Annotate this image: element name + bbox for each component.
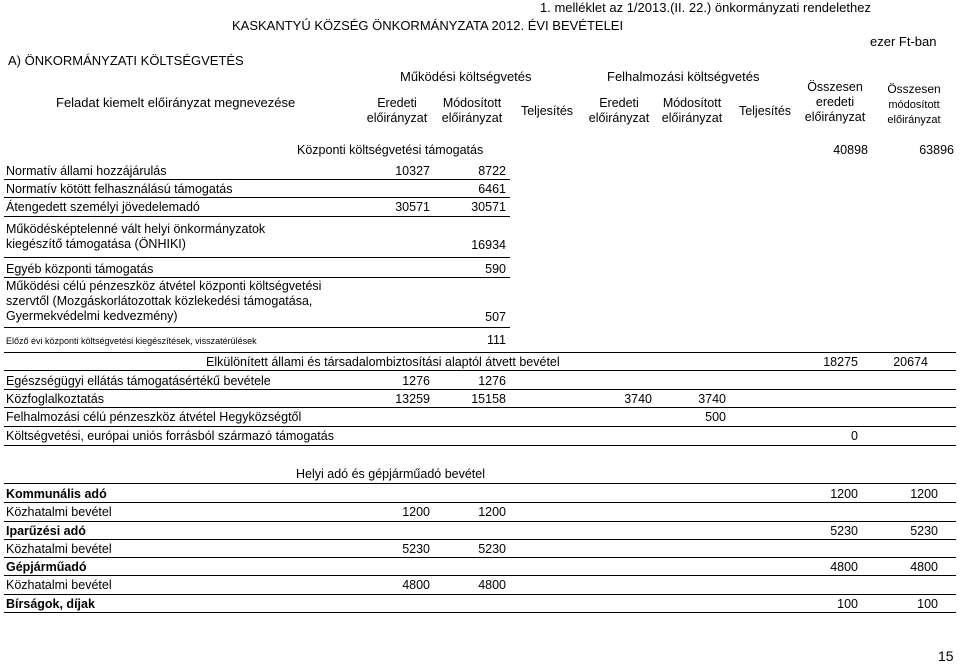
row-name: Normatív kötött felhasználású támogatás	[6, 182, 233, 196]
total-modified-header: Összesen módosított előirányzat	[887, 82, 941, 126]
row-name: Közhatalmi bevétel	[6, 542, 112, 556]
row-op-modified: 1200	[478, 505, 506, 519]
section-separated-total-modified: 20674	[893, 355, 928, 369]
row-op-modified: 30571	[471, 200, 506, 214]
total-original-header: Összesen eredeti előirányzat	[804, 80, 866, 124]
row-total-original: 5230	[830, 524, 858, 538]
op-performance-header: Teljesítés	[520, 104, 574, 118]
row-cap-modified: 500	[705, 410, 726, 424]
row-op-original: 1276	[402, 374, 430, 388]
cap-performance-header: Teljesítés	[738, 104, 792, 118]
row-total-original: 1200	[830, 487, 858, 501]
unit-label: ezer Ft-ban	[870, 34, 937, 49]
annex-reference: 1. melléklet az 1/2013.(II. 22.) önkormányzati rendelethez	[540, 0, 871, 15]
section-central-label: Központi költségvetési támogatás	[297, 143, 484, 157]
row-op-modified: 111	[486, 333, 506, 347]
row-op-original: 5230	[402, 542, 430, 556]
row-total-modified: 4800	[910, 560, 938, 574]
row-op-original: 10327	[395, 164, 430, 178]
row-total-original: 100	[837, 597, 858, 611]
op-original-header: Eredeti előirányzat	[366, 96, 428, 125]
section-heading: A) ÖNKORMÁNYZATI KÖLTSÉGVETÉS	[8, 53, 244, 68]
row-op-original: 13259	[395, 392, 430, 406]
page-number: 15	[938, 648, 954, 664]
section-central-total-modified: 63896	[919, 143, 954, 157]
row-total-original: 0	[851, 429, 858, 443]
row-total-original: 4800	[830, 560, 858, 574]
row-op-modified: 590	[485, 262, 506, 276]
cap-modified-header: Módosított előirányzat	[661, 96, 723, 125]
row-cap-modified: 3740	[698, 392, 726, 406]
operating-group-header: Működési költségvetés	[400, 69, 532, 84]
row-name: Költségvetési, európai uniós forrásból származó támogatás	[6, 429, 334, 443]
row-name: Közhatalmi bevétel	[6, 578, 112, 592]
row-op-modified: 15158	[471, 392, 506, 406]
row-op-original: 30571	[395, 200, 430, 214]
section-central-total-original: 40898	[833, 143, 868, 157]
row-op-modified: 8722	[478, 164, 506, 178]
row-name: Iparűzési adó	[6, 524, 86, 538]
row-name: Felhalmozási célú pénzeszköz átvétel Hegyközségtől	[6, 410, 302, 424]
document-title: KASKANTYÚ KÖZSÉG ÖNKORMÁNYZATA 2012. ÉVI BEVÉTELEI	[232, 18, 624, 33]
row-total-modified: 5230	[910, 524, 938, 538]
row-op-modified: 507	[485, 310, 506, 324]
section-separated-label: Elkülönített állami és társadalombiztosítási alaptól átvett bevétel	[206, 355, 560, 369]
row-name: Átengedett személyi jövedelemadó	[6, 200, 200, 214]
row-op-modified: 5230	[478, 542, 506, 556]
section-separated-total-original: 18275	[823, 355, 858, 369]
row-total-modified: 100	[917, 597, 938, 611]
capital-group-header: Felhalmozási költségvetés	[607, 69, 760, 84]
row-op-original: 4800	[402, 578, 430, 592]
row-name: Egyéb központi támogatás	[6, 262, 154, 276]
row-name: Működésképtelenné vált helyi önkormányzatok kiegészítő támogatása (ÖNHIKI)	[6, 222, 266, 251]
row-op-modified: 16934	[471, 238, 506, 252]
row-total-modified: 1200	[910, 487, 938, 501]
column-name-header: Feladat kiemelt előirányzat megnevezése	[56, 95, 296, 110]
row-name: Gépjárműadó	[6, 560, 87, 574]
op-modified-header: Módosított előirányzat	[441, 96, 503, 125]
row-name: Előző évi központi költségvetési kiegészítések, visszatérülések	[6, 336, 257, 346]
row-name: Működési célú pénzeszköz átvétel központi költségvetési szervtől (Mozgáskorlátozottak közlekedési támogatása, Gyermekvédelmi kedvezmény)	[6, 279, 322, 323]
row-op-modified: 1276	[478, 374, 506, 388]
section-local-tax-label: Helyi adó és gépjárműadó bevétel	[296, 467, 486, 481]
row-name: Közhatalmi bevétel	[6, 505, 112, 519]
row-name: Bírságok, díjak	[6, 597, 95, 611]
row-name: Normatív állami hozzájárulás	[6, 164, 167, 178]
row-op-modified: 6461	[478, 182, 506, 196]
row-cap-original: 3740	[624, 392, 652, 406]
row-op-modified: 4800	[478, 578, 506, 592]
row-name: Egészségügyi ellátás támogatásértékű bevétele	[6, 374, 271, 388]
row-op-original: 1200	[402, 505, 430, 519]
row-name: Közfoglalkoztatás	[6, 392, 104, 406]
cap-original-header: Eredeti előirányzat	[588, 96, 650, 125]
row-name: Kommunális adó	[6, 487, 107, 501]
